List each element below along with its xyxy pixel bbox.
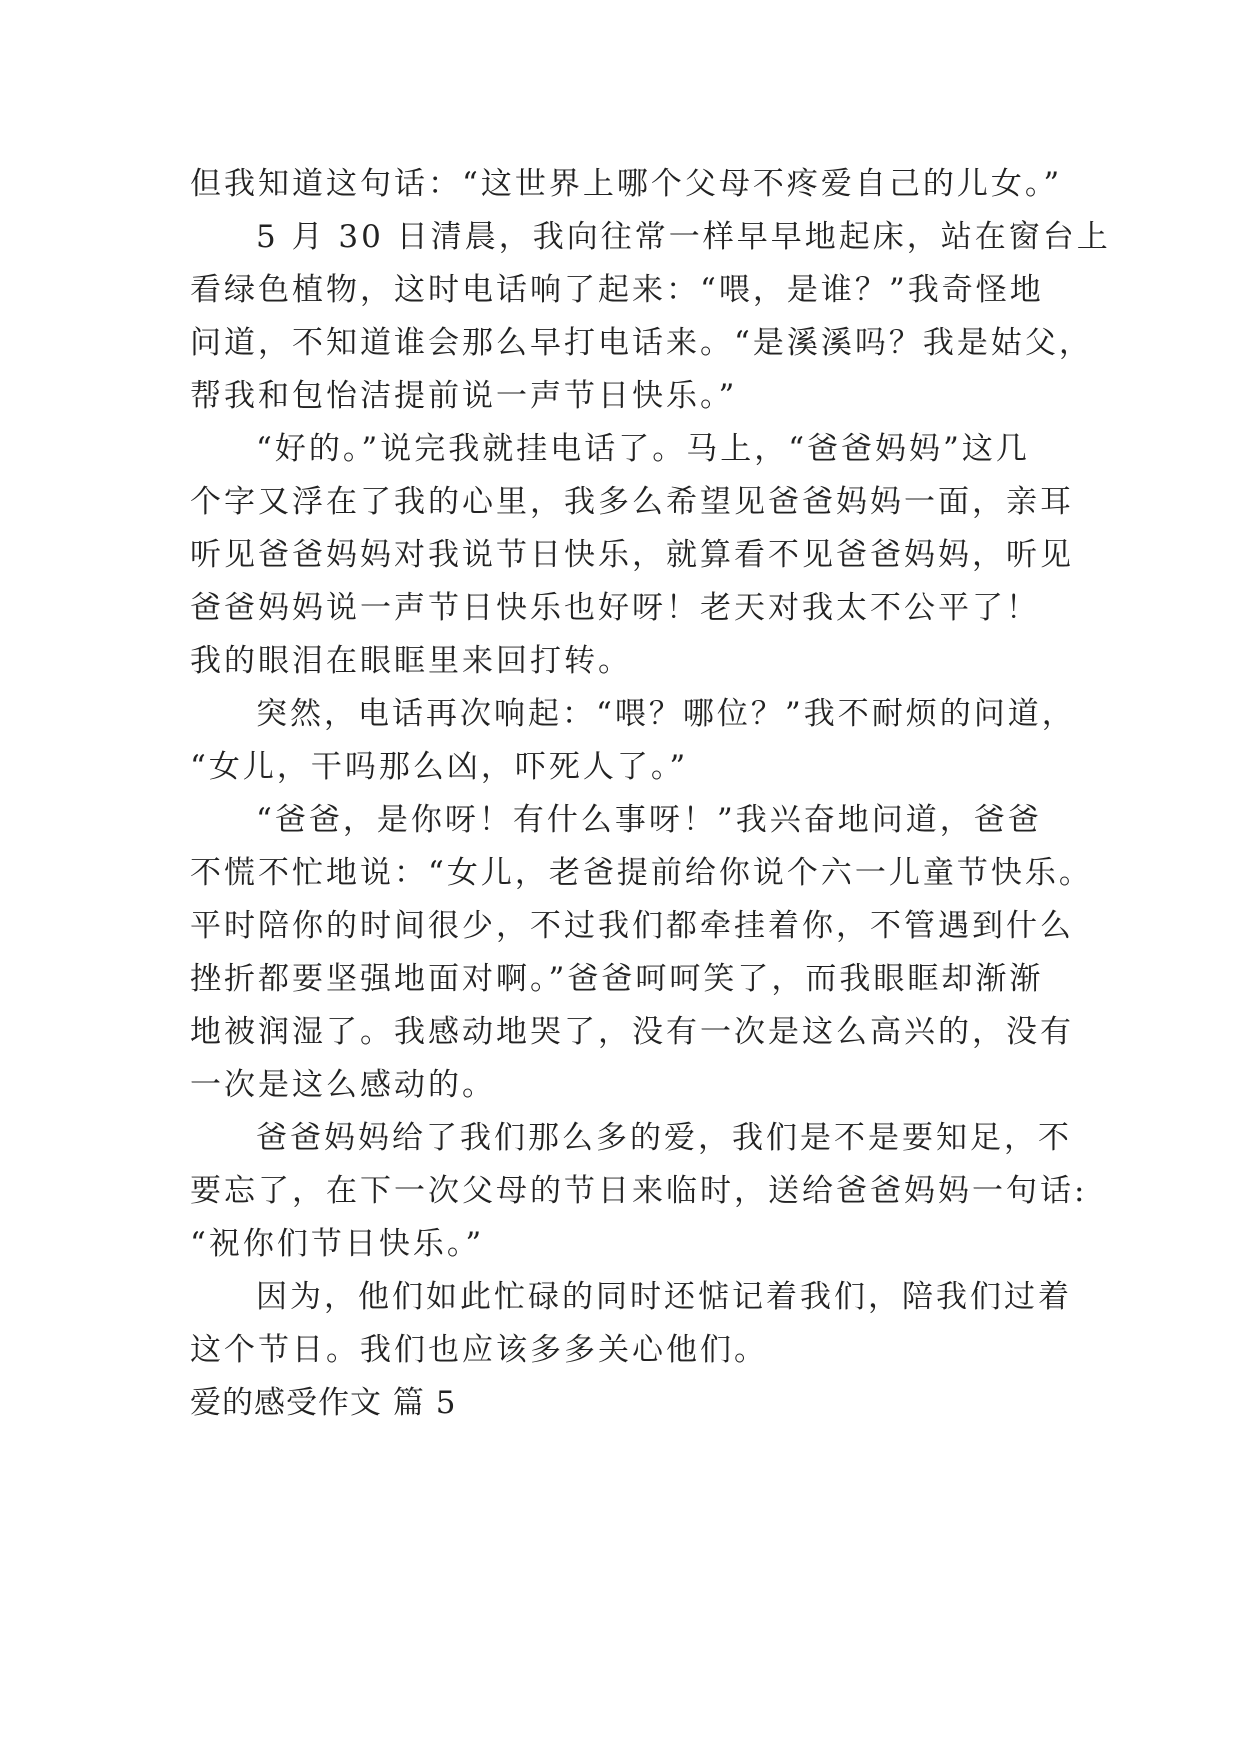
text-line: “女儿，干吗那么凶，吓死人了。”	[190, 749, 689, 785]
document-body	[190, 158, 1111, 1430]
text-line: 但我知道这句话：“这世界上哪个父母不疼爱自己的儿女。”	[190, 166, 1063, 202]
text-line: 这个节日。我们也应该多多关心他们。	[190, 1332, 768, 1368]
paragraph-start-line: 爸爸妈妈给了我们那么多的爱，我们是不是要知足，不	[256, 1120, 1072, 1156]
text-line: 要忘了，在下一次父母的节日来临时，送给爸爸妈妈一句话:	[190, 1173, 1088, 1209]
text-line: 爸爸妈妈说一声节日快乐也好呀！老天对我太不公平了！	[190, 590, 1040, 626]
paragraph-start-line: 突然，电话再次响起：“喂？哪位？”我不耐烦的问道，	[256, 696, 1076, 732]
text-line: “祝你们节日快乐。”	[190, 1226, 485, 1262]
section-heading: 爱的感受作文 篇 5	[190, 1385, 457, 1421]
text-line: 看绿色植物，这时电话响了起来：“喂，是谁？”我奇怪地	[190, 272, 1044, 308]
text-line: 我的眼泪在眼眶里来回打转。	[190, 643, 632, 679]
text-line: 平时陪你的时间很少，不过我们都牵挂着你，不管遇到什么	[190, 908, 1074, 944]
text-line: 挫折都要坚强地面对啊。”爸爸呵呵笑了，而我眼眶却渐渐	[190, 961, 1044, 997]
paragraph-start-line: 因为，他们如此忙碌的同时还惦记着我们，陪我们过着	[256, 1279, 1072, 1315]
paragraph-start-line: 5 月 30 日清晨，我向往常一样早早地起床，站在窗台上	[256, 219, 1111, 255]
paragraph-start-line: “好的。”说完我就挂电话了。马上，“爸爸妈妈”这几	[256, 431, 1030, 467]
text-line: 帮我和包怡洁提前说一声节日快乐。”	[190, 378, 738, 414]
text-line: 地被润湿了。我感动地哭了，没有一次是这么高兴的，没有	[190, 1014, 1074, 1050]
text-line: 问道，不知道谁会那么早打电话来。“是溪溪吗？我是姑父，	[190, 325, 1093, 361]
text-line: 一次是这么感动的。	[190, 1067, 496, 1103]
paragraph-start-line: “爸爸，是你呀！有什么事呀！”我兴奋地问道，爸爸	[256, 802, 1042, 838]
text-line: 个字又浮在了我的心里，我多么希望见爸爸妈妈一面，亲耳	[190, 484, 1074, 520]
text-line: 听见爸爸妈妈对我说节日快乐，就算看不见爸爸妈妈，听见	[190, 537, 1074, 573]
text-line: 不慌不忙地说：“女儿，老爸提前给你说个六一儿童节快乐。	[190, 855, 1093, 891]
